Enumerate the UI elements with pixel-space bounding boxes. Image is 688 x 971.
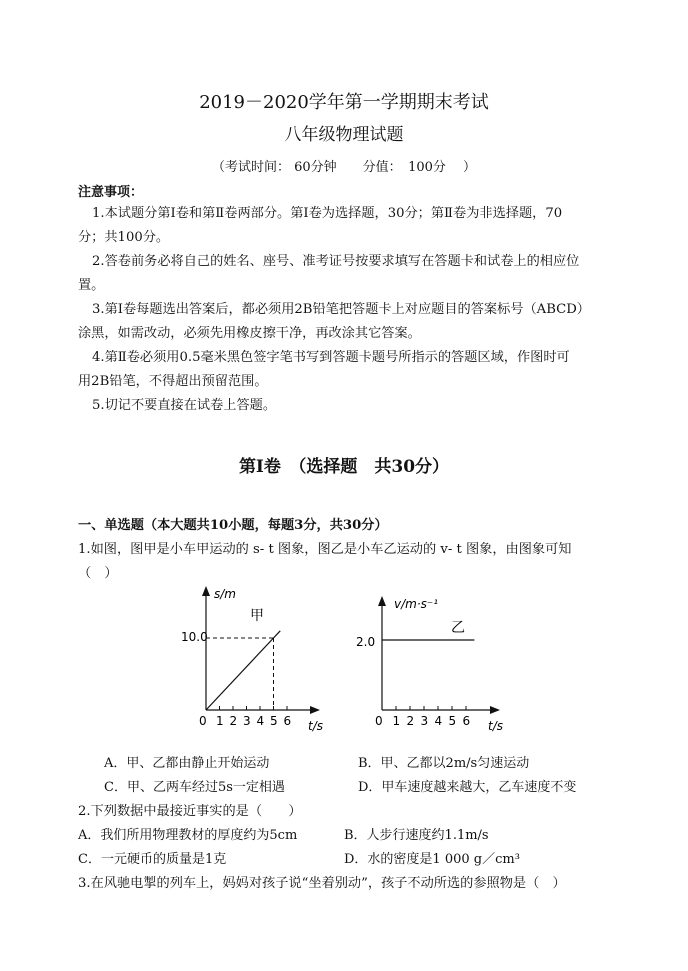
notice-item-3-line2: 涂黑，如需改动，必须先用橡皮擦干净，再改涂其它答案。 <box>78 326 421 341</box>
question-2-stem: 2.下列数据中最接近事实的是（ ） <box>78 804 302 819</box>
yi-x-tick-label: 2 <box>406 714 415 728</box>
question-1-option-a: A．甲、乙都由静止开始运动 <box>104 756 270 771</box>
question-1-bracket: （ ） <box>78 566 118 581</box>
question-1-option-c: C．甲、乙两车经过5s一定相遇 <box>104 780 285 795</box>
question-1-stem: 1.如图，图甲是小车甲运动的 s- t 图象，图乙是小车乙运动的 v- t 图象，由图象可知 <box>78 542 572 557</box>
question-2-option-b: B．人步行速度约1.1m/s <box>344 828 489 843</box>
part-heading: 一、单选题（本大题共10小题，每题3分，共30分） <box>78 518 388 533</box>
jia-x-tick-label: 6 <box>283 714 292 728</box>
yi-y-tick-label: 2.0 <box>356 635 376 649</box>
question-1-option-b: B．甲、乙都以2m/s匀速运动 <box>358 756 530 771</box>
jia-x-tick-label: 4 <box>256 714 265 728</box>
jia-x-tick-label: 2 <box>229 714 238 728</box>
exam-title: 2019－2020学年第一学期期末考试 <box>199 92 489 113</box>
yi-xlabel: t/s <box>488 719 503 733</box>
jia-x-tick-label: 5 <box>270 714 278 728</box>
notice-item-1-line2: 分；共100分。 <box>78 230 170 245</box>
jia-x-arrow <box>310 706 320 714</box>
exam-subtitle: 八年级物理试题 <box>284 125 404 145</box>
yi-x-tick-label: 3 <box>420 714 429 728</box>
jia-y-arrow <box>202 586 210 596</box>
yi-ylabel: v/m·s⁻¹ <box>394 597 439 611</box>
question-2-option-d: D．水的密度是1 000 g／cm³ <box>344 852 520 867</box>
yi-y-arrow <box>378 596 386 606</box>
yi-series-label: 乙 <box>451 620 465 636</box>
notice-item-2-line1: 2.答卷前务必将自己的姓名、座号、准考证号按要求填写在答题卡和试卷上的相应位 <box>92 254 580 269</box>
jia-series-line <box>206 631 280 710</box>
notice-item-2-line2: 置。 <box>78 278 105 293</box>
exam-info: （考试时间： 60分钟 分值： 100分 ） <box>211 160 477 175</box>
jia-ylabel: s/m <box>214 587 236 601</box>
jia-x-tick-label: 3 <box>243 714 251 728</box>
question-2-option-c: C．一元硬币的质量是1克 <box>78 852 227 867</box>
notice-item-3-line1: 3.第Ⅰ卷每题选出答案后，都必须用2B铅笔把答题卡上对应题目的答案标号（ABCD） <box>92 302 590 317</box>
jia-y-tick-label: 10.0 <box>181 630 208 644</box>
yi-x-tick-label: 0 <box>375 714 383 728</box>
section-title: 第Ⅰ卷 （选择题 共30分） <box>238 457 450 477</box>
jia-x-tick-label: 0 <box>199 714 207 728</box>
yi-x-arrow <box>490 706 500 714</box>
yi-x-tick-label: 1 <box>392 714 401 728</box>
yi-x-tick-label: 5 <box>448 714 457 728</box>
jia-series-label: 甲 <box>250 608 264 624</box>
notice-heading: 注意事项： <box>78 185 144 200</box>
yi-x-tick-label: 4 <box>434 714 443 728</box>
jia-xlabel: t/s <box>308 719 323 733</box>
yi-x-tick-label: 6 <box>462 714 471 728</box>
notice-item-5: 5.切记不要直接在试卷上答题。 <box>92 398 277 413</box>
question-3-stem: 3.在风驰电掣的列车上，妈妈对孩子说“坐着别动”，孩子不动所选的参照物是（ ） <box>78 876 566 891</box>
chart-jia <box>181 584 330 736</box>
question-1-option-d: D．甲车速度越来越大，乙车速度不变 <box>358 780 577 795</box>
chart-yi <box>356 584 510 736</box>
jia-x-tick-label: 1 <box>216 714 224 728</box>
question-2-option-a: A．我们所用物理教材的厚度约为5cm <box>78 828 298 843</box>
notice-item-1-line1: 1.本试题分第Ⅰ卷和第Ⅱ卷两部分。第Ⅰ卷为选择题，30分；第Ⅱ卷为非选择题，70 <box>92 206 563 221</box>
notice-item-4-line1: 4.第Ⅱ卷必须用0.5毫米黑色签字笔书写到答题卡题号所指示的答题区域，作图时可 <box>92 350 570 365</box>
notice-item-4-line2: 用2B铅笔，不得超出预留范围。 <box>78 374 268 389</box>
